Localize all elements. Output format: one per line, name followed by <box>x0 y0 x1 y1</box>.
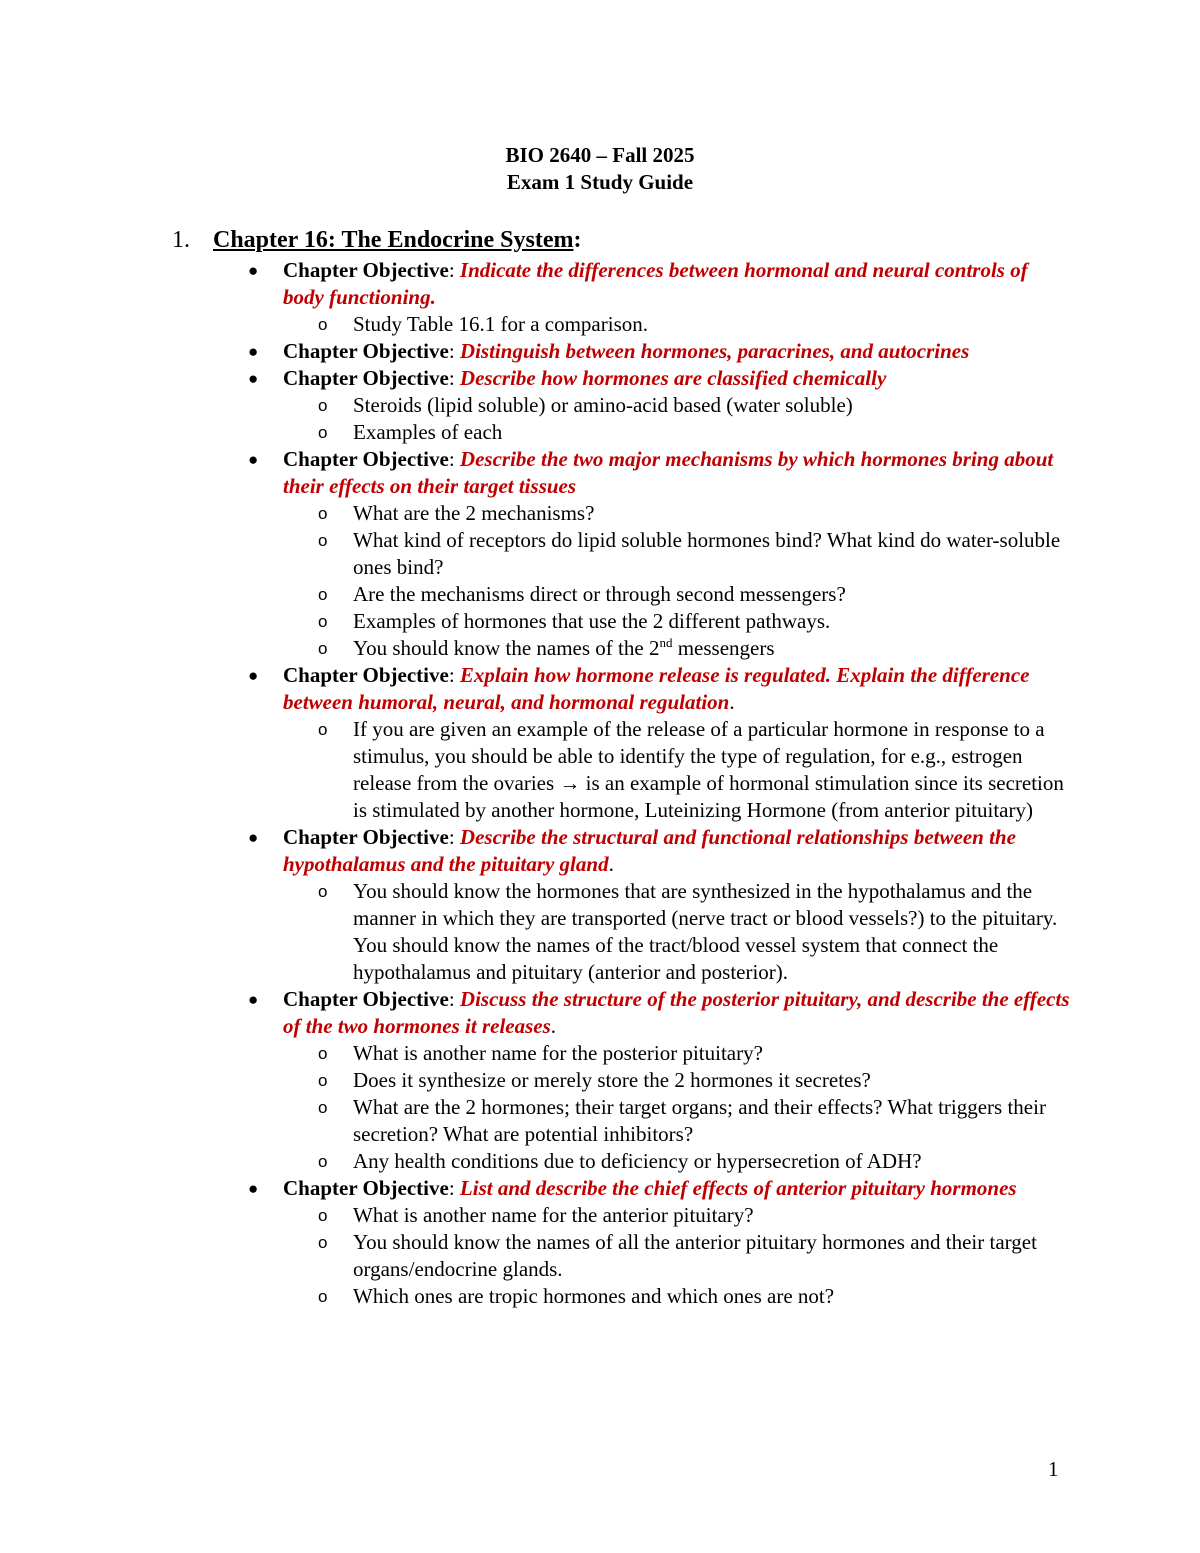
bullet-icon: ● <box>248 990 259 1009</box>
circle-bullet-icon: o <box>318 504 328 523</box>
circle-bullet-icon: o <box>318 1098 328 1117</box>
bullet-icon: ● <box>248 369 259 388</box>
objective-lead: Chapter Objective <box>283 366 449 390</box>
objective-description: Describe how hormones are classified chemically <box>459 366 887 390</box>
sub-item-text: Study Table 16.1 for a comparison. <box>353 312 649 336</box>
circle-bullet-icon: o <box>318 639 328 658</box>
circle-bullet-icon: o <box>318 1044 328 1063</box>
sub-item <box>0 635 1068 662</box>
superscript: nd <box>659 635 673 650</box>
sub-item <box>0 1229 1068 1283</box>
objective-description: Discuss the structure of the posterior pituitary, and describe the effects of the two hormones it releases <box>283 987 1070 1038</box>
circle-bullet-icon: o <box>318 315 328 334</box>
circle-bullet-icon: o <box>318 882 328 901</box>
circle-bullet-icon: o <box>318 423 328 442</box>
objective-item: ● Chapter Objective: Indicate the differences between hormonal and neural controls of body functioning. <box>248 258 1028 309</box>
objective-item: ● Chapter Objective: Explain how hormone release is regulated. Explain the difference between humoral, neural, and hormonal regulation. <box>248 663 1030 714</box>
sub-item <box>0 419 1068 446</box>
circle-bullet-icon: o <box>318 1152 328 1171</box>
circle-bullet-icon: o <box>318 531 328 550</box>
objective-item: ● Chapter Objective: List and describe the chief effects of anterior pituitary hormones <box>248 1176 1017 1200</box>
objective-lead: Chapter Objective <box>283 339 449 363</box>
sub-item-text: Examples of each <box>353 420 503 444</box>
sub-item-text: What kind of receptors do lipid soluble hormones bind? What kind do water-soluble ones bind? <box>353 528 1061 579</box>
sub-item-text: What is another name for the posterior pituitary? <box>353 1041 763 1065</box>
objective-description: Describe the structural and functional relationships between the hypothalamus and the pituitary gland <box>283 825 1016 876</box>
objective-punctuation: . <box>550 1014 557 1038</box>
section-number: 1. <box>172 227 190 253</box>
sub-item-text: What are the 2 hormones; their target organs; and their effects? What triggers their secretion? What are potential inhibitors? <box>353 1095 1046 1146</box>
study-guide-title: Exam 1 Study Guide <box>506 170 694 194</box>
circle-bullet-icon: o <box>318 720 328 739</box>
sub-item <box>0 392 1068 419</box>
objective-lead: Chapter Objective <box>283 987 449 1011</box>
sub-item <box>0 1067 1068 1094</box>
sub-item-text: You should know the names of all the anterior pituitary hormones and their target organs/endocrine glands. <box>353 1230 1037 1281</box>
circle-bullet-icon: o <box>318 1233 328 1252</box>
bullet-icon: ● <box>248 450 259 469</box>
circle-bullet-icon: o <box>318 1287 328 1306</box>
sub-item <box>0 1148 1068 1175</box>
objective-punctuation: . <box>608 852 614 876</box>
sub-item-text: Any health conditions due to deficiency or hypersecretion of ADH? <box>353 1149 922 1173</box>
objective-lead: Chapter Objective <box>283 258 449 282</box>
objective-lead: Chapter Objective <box>283 825 449 849</box>
bullet-icon: ● <box>248 1179 259 1198</box>
objective-description: Distinguish between hormones, paracrines, and autocrines <box>459 339 970 363</box>
sub-item <box>0 581 1068 608</box>
objective-lead: Chapter Objective <box>283 1176 449 1200</box>
bullet-icon: ● <box>248 828 259 847</box>
objective-item: ● Chapter Objective: Describe the two major mechanisms by which hormones bring about their effects on their target tissues <box>248 447 1054 498</box>
sub-item-text: Are the mechanisms direct or through second messengers? <box>353 582 846 606</box>
bullet-icon: ● <box>248 261 259 280</box>
sub-item <box>0 1094 1068 1148</box>
circle-bullet-icon: o <box>318 1071 328 1090</box>
sub-item-text: What is another name for the anterior pituitary? <box>353 1203 754 1227</box>
course-title: BIO 2640 – Fall 2025 <box>505 143 695 167</box>
sub-item-text: If you are given an example of the release of a particular hormone in response to a stimulus, you should be able to identify the type of regulation, for e.g., estrogen release from the ovaries → is an example of hormonal stimulation since its secretion is stimulated by another hormone, Luteinizing Hormone (from anterior pituitary) <box>353 717 1064 822</box>
sub-item <box>0 716 1068 824</box>
section-heading <box>172 224 581 256</box>
circle-bullet-icon: o <box>318 396 328 415</box>
objective-item: ● Chapter Objective: Describe the structural and functional relationships between the hypothalamus and the pituitary gland. <box>248 825 1016 876</box>
section-colon: : <box>573 227 582 253</box>
sub-item <box>0 1283 1068 1310</box>
sub-item <box>0 500 1068 527</box>
sub-item <box>0 608 1068 635</box>
sub-item <box>0 311 1068 338</box>
sub-item <box>0 1202 1068 1229</box>
sub-item-text: You should know the names of the 2 <box>353 636 660 660</box>
objective-lead: Chapter Objective <box>283 447 449 471</box>
circle-bullet-icon: o <box>318 1206 328 1225</box>
circle-bullet-icon: o <box>318 585 328 604</box>
page-number: 1 <box>1048 1457 1059 1481</box>
sub-item <box>0 1040 1068 1067</box>
sub-item-text: You should know the hormones that are synthesized in the hypothalamus and the manner in which they are transported (nerve tract or blood vessels?) to the pituitary. You should know the names of the tract/blood vessel system that connect the hypothalamus and pituitary (anterior and posterior). <box>353 879 1058 984</box>
sub-item-text: What are the 2 mechanisms? <box>353 501 595 525</box>
sub-item <box>0 878 1068 986</box>
bullet-icon: ● <box>248 342 259 361</box>
sub-item-tail: messengers <box>672 636 775 660</box>
circle-bullet-icon: o <box>318 612 328 631</box>
objectives-list <box>0 257 1200 1310</box>
objective-lead: Chapter Objective <box>283 663 449 687</box>
sub-item-text: Examples of hormones that use the 2 different pathways. <box>353 609 831 633</box>
section-label: Chapter 16: The Endocrine System <box>213 227 574 253</box>
sub-item-text: Does it synthesize or merely store the 2 hormones it secretes? <box>353 1068 871 1092</box>
objective-description: List and describe the chief effects of anterior pituitary hormones <box>459 1176 1017 1200</box>
objective-item: ● Chapter Objective: Discuss the structure of the posterior pituitary, and describe the effects of the two hormones it releases. <box>248 987 1070 1038</box>
bullet-icon: ● <box>248 666 259 685</box>
objective-description: Indicate the differences between hormonal and neural controls of body functioning. <box>283 258 1028 309</box>
sub-item <box>0 527 1068 581</box>
sub-item-text: Steroids (lipid soluble) or amino-acid based (water soluble) <box>353 393 853 417</box>
objective-item: ● Chapter Objective: Describe how hormones are classified chemically <box>248 366 887 390</box>
objective-description: Describe the two major mechanisms by which hormones bring about their effects on their target tissues <box>283 447 1054 498</box>
objective-punctuation: . <box>729 690 735 714</box>
objective-description: Explain how hormone release is regulated. Explain the difference between humoral, neural, and hormonal regulation <box>283 663 1030 714</box>
sub-item-text: Which ones are tropic hormones and which ones are not? <box>353 1284 835 1308</box>
objective-item: ● Chapter Objective: Distinguish between hormones, paracrines, and autocrines <box>248 339 970 363</box>
